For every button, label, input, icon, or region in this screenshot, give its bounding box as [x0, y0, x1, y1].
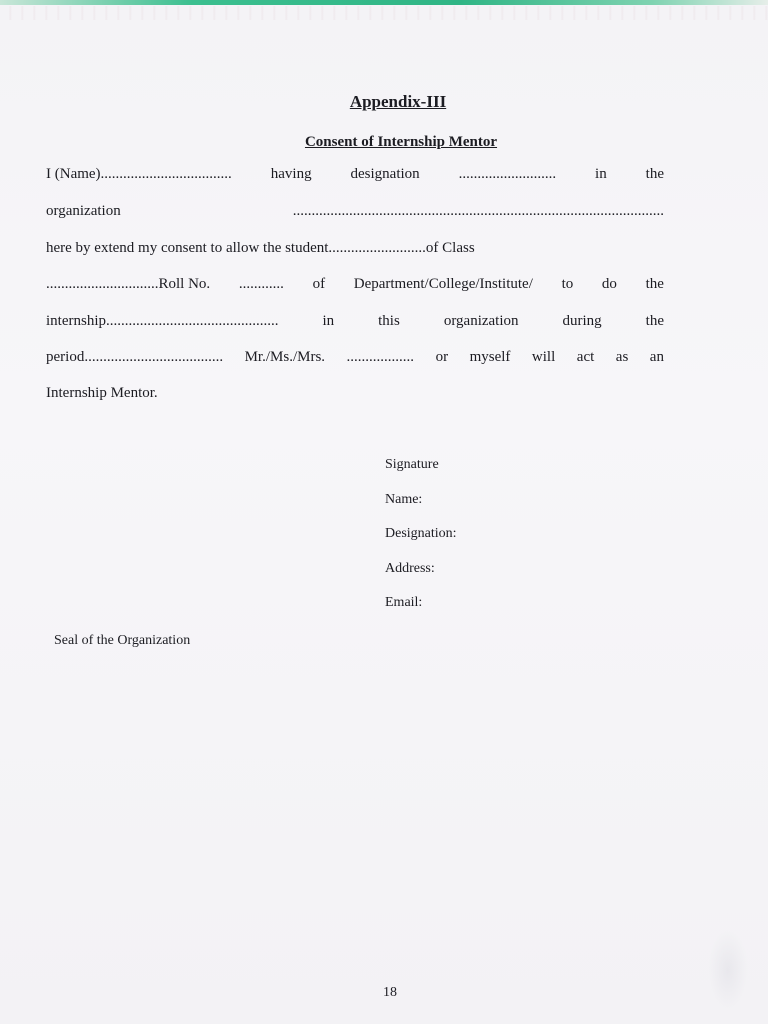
body-line-6 [46, 349, 664, 366]
body-line-7 [46, 385, 664, 402]
line-word: having [270, 166, 312, 182]
body-line-4 [46, 276, 664, 293]
line-word: here by extend my consent to allow the student..........................of Class [46, 240, 475, 256]
line-word: the [645, 313, 664, 329]
line-word: ................................................................................................... [292, 203, 664, 219]
line-word: .................. [346, 349, 415, 365]
consent-subtitle: Consent of Internship Mentor [304, 134, 498, 150]
body-line-3 [46, 240, 664, 257]
line-word: the [645, 166, 664, 182]
line-word: Mr./Ms./Mrs. [244, 349, 326, 365]
body-line-1 [46, 166, 664, 183]
line-word: Department/College/Institute/ [353, 276, 533, 292]
line-word: organization [46, 203, 121, 219]
line-word: to [561, 276, 574, 292]
line-word: or [435, 349, 449, 365]
line-word: internship.............................................. [46, 313, 279, 329]
line-word: myself [469, 349, 511, 365]
line-word: the [645, 276, 664, 292]
line-word: ............ [238, 276, 284, 292]
line-word: this [378, 313, 400, 329]
top-border-band [0, 0, 768, 5]
line-word: in [322, 313, 335, 329]
line-word: Internship Mentor. [46, 385, 158, 401]
seal-label: Seal of the Organization [54, 633, 191, 648]
designation-label: Designation: [385, 526, 457, 541]
body-line-2 [46, 203, 664, 220]
line-word: ..............................Roll No. [46, 276, 211, 292]
line-word: organization [443, 313, 519, 329]
line-word: designation [350, 166, 420, 182]
line-word: during [562, 313, 602, 329]
line-word: of [312, 276, 326, 292]
signature-block [385, 456, 457, 629]
email-label: Email: [385, 595, 423, 610]
name-label: Name: [385, 491, 423, 507]
line-word: an [649, 349, 664, 365]
line-word: period..................................... [46, 349, 224, 365]
line-word: as [615, 349, 629, 365]
address-label: Address: [385, 560, 435, 576]
page-number: 18 [383, 985, 397, 1000]
line-word: act [576, 349, 595, 365]
signature-label: Signature [385, 457, 439, 472]
appendix-title: Appendix-III [349, 92, 447, 111]
line-word: I (Name)................................... [46, 166, 232, 182]
line-word: will [531, 349, 556, 365]
line-word: in [595, 166, 607, 182]
body-line-5 [46, 313, 664, 330]
line-word: do [601, 276, 617, 292]
scan-noise [0, 6, 768, 20]
line-word: .......................... [458, 166, 557, 182]
